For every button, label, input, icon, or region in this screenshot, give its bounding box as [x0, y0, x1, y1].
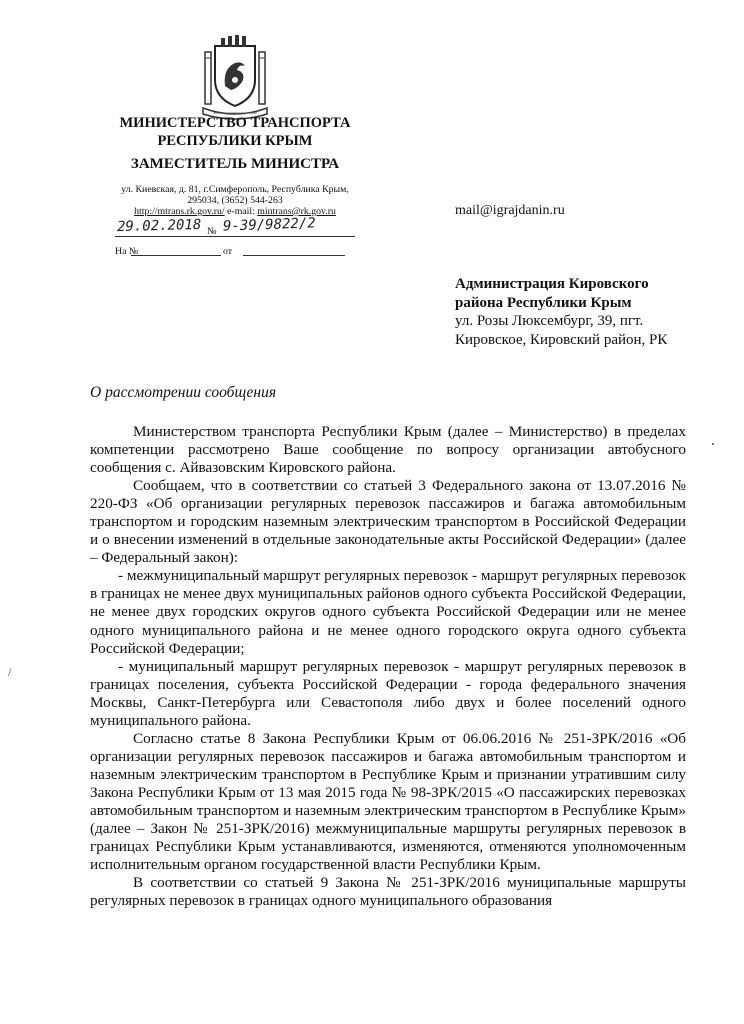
body-paragraph-1: Министерством транспорта Республики Крым (далее – Министерство) в пределах компетенции рассмотрено Ваше сообщение по вопросу организации автобусного сообщения с. Айвазовским Кировского района.: [90, 423, 686, 477]
recipient-block: [455, 275, 667, 349]
recipient-org-line1: Администрация Кировского: [455, 276, 649, 292]
ministry-name-line2: РЕСПУБЛИКИ КРЫМ: [157, 133, 313, 149]
addressee-email: mail@igrajdanin.ru: [455, 203, 565, 218]
scan-speck: [712, 443, 714, 445]
registration-line: [115, 215, 355, 238]
letter-subject: О рассмотрении сообщения: [90, 384, 277, 401]
website-link[interactable]: http://mtrans.rk.gov.ru/: [134, 206, 225, 217]
reference-date-blank: [243, 255, 345, 256]
ministry-contacts: [95, 206, 375, 217]
ministry-email-link[interactable]: mintrans@rk.gov.ru: [257, 206, 336, 217]
coat-of-arms-emblem: [195, 34, 275, 120]
body-paragraph-3: - межмуниципальный маршрут регулярных перевозок - маршрут регулярных перевозок в границах не менее двух муниципальных районов одного субъекта Российской Федерации, не менее двух городских округов одного субъекта Российской Федерации или не менее одного муниципального района и не менее одного городского округа одного субъекта Российской Федерации;: [90, 567, 686, 657]
reference-number-blank: [131, 255, 221, 256]
ministry-address-line1: ул. Киевская, д. 81, г.Симферополь, Республика Крым,: [121, 184, 349, 195]
body-paragraph-2: Сообщаем, что в соответствии со статьей 3 Федерального закона от 13.07.2016 № 220-ФЗ «Об организации регулярных перевозок пассажиров и багажа автомобильным транспортом и городским наземным электрическим транспортом в Российской Федерации и о внесении изменений в отдельные законодательные акты Российской Федерации» (далее – Федеральный закон):: [90, 477, 686, 567]
recipient-org-line2: района Республики Крым: [455, 294, 632, 311]
body-paragraph-4: - муниципальный маршрут регулярных перевозок - маршрут регулярных перевозок в границах поселения, субъекта Российской Федерации - города федерального значения Москвы, Санкт-Петербурга или Севастополя либо двух и более поселений одного муниципального района.: [90, 657, 686, 729]
registration-number-label: №: [207, 226, 217, 237]
registration-number: 9-39/9822/2: [222, 215, 316, 235]
letter-body: [90, 423, 686, 910]
reference-label: На №: [115, 246, 139, 257]
registration-date: 29.02.2018: [116, 216, 202, 236]
reference-line: [115, 246, 345, 257]
body-paragraph-5: Согласно статье 8 Закона Республики Крым от 06.06.2016 № 251-ЗРК/2016 «Об организации регулярных перевозок пассажиров и багажа автомобильным транспортом и наземным электрическим транспортом в Республике Крым и признании утратившим силу Закона Республики Крым от 13 мая 2015 года № 98-ЗРК/2015 «О пассажирских перевозках автомобильным транспортом и наземным электрическим транспортом в Республике Крым» (далее – Закон № 251-ЗРК/2016) межмуниципальные маршруты регулярных перевозок в границах Республики Крым устанавливаются, изменяются, отменяются уполномоченным исполнительным органом государственной власти Республики Крым.: [90, 729, 686, 874]
reference-from-label: от: [223, 246, 233, 257]
ministry-name-line1: МИНИСТЕРСТВО ТРАНСПОРТА: [119, 115, 351, 131]
email-label: e-mail:: [227, 206, 255, 217]
body-paragraph-6: В соответствии со статьей 9 Закона № 251-ЗРК/2016 муниципальные маршруты регулярных перевозок в границах одного муниципального образования: [90, 874, 686, 910]
margin-mark: /: [8, 665, 12, 679]
recipient-address-line1: ул. Розы Люксембург, 39, пгт.: [455, 313, 644, 329]
registration-underline: [115, 236, 355, 237]
deputy-minister-title: ЗАМЕСТИТЕЛЬ МИНИСТРА: [130, 156, 340, 172]
recipient-address-line2: Кировское, Кировский район, РК: [455, 331, 668, 348]
ministry-address-line2: 295034, (3652) 544-263: [187, 195, 283, 206]
